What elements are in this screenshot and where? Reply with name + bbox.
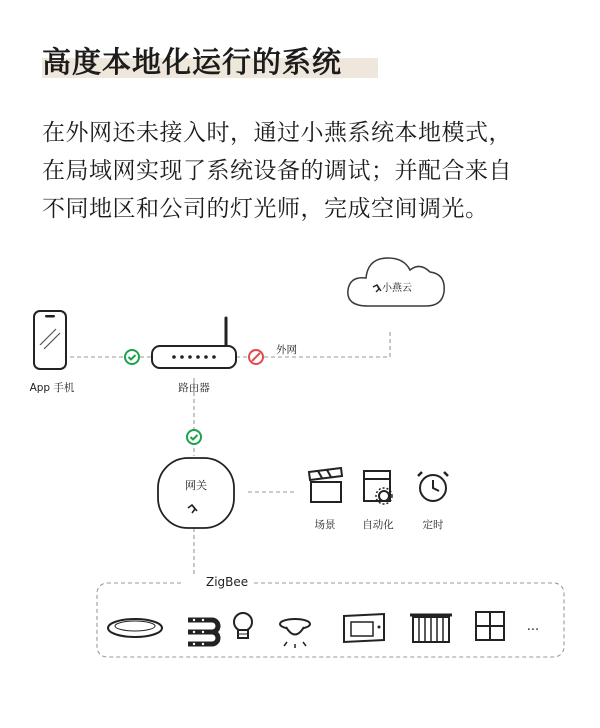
timer-icon bbox=[418, 472, 448, 501]
wall-switch-icon bbox=[476, 612, 504, 640]
cloud-label: 小燕云 bbox=[382, 283, 412, 294]
zigbee-label: ZigBee bbox=[206, 575, 249, 589]
router-label: 路由器 bbox=[178, 382, 210, 394]
description-line-2: 在局域网实现了系统设备的调试；并配合来自 bbox=[42, 158, 512, 184]
page-title: 高度本地化运行的系统 bbox=[42, 45, 343, 79]
gateway-icon bbox=[158, 458, 234, 528]
description-line-1: 在外网还未接入时，通过小燕系统本地模式， bbox=[42, 120, 512, 146]
feature-label-timer: 定时 bbox=[422, 519, 444, 531]
feature-label-scene: 场景 bbox=[314, 519, 336, 531]
feature-label-automation: 自动化 bbox=[362, 519, 394, 531]
phone-label: App 手机 bbox=[29, 382, 75, 394]
check-icon bbox=[187, 430, 201, 444]
description-line-3: 不同地区和公司的灯光师，完成空间调光。 bbox=[42, 196, 489, 222]
curtain-icon bbox=[410, 615, 452, 642]
more-devices-label: ... bbox=[526, 619, 540, 634]
router-icon bbox=[152, 318, 236, 368]
bulb-icon bbox=[234, 613, 252, 638]
automation-icon bbox=[364, 471, 392, 504]
blocked-icon bbox=[249, 350, 263, 364]
external-network-label: 外网 bbox=[276, 344, 297, 356]
curtain-motor-icon bbox=[344, 614, 384, 642]
check-icon bbox=[125, 350, 139, 364]
phone-icon bbox=[34, 311, 66, 369]
light-strip-icon bbox=[188, 619, 218, 645]
gateway-label: 网关 bbox=[185, 479, 207, 492]
downlight-icon bbox=[280, 619, 310, 648]
scene-icon bbox=[309, 468, 342, 502]
ceiling-light-icon bbox=[108, 619, 162, 637]
